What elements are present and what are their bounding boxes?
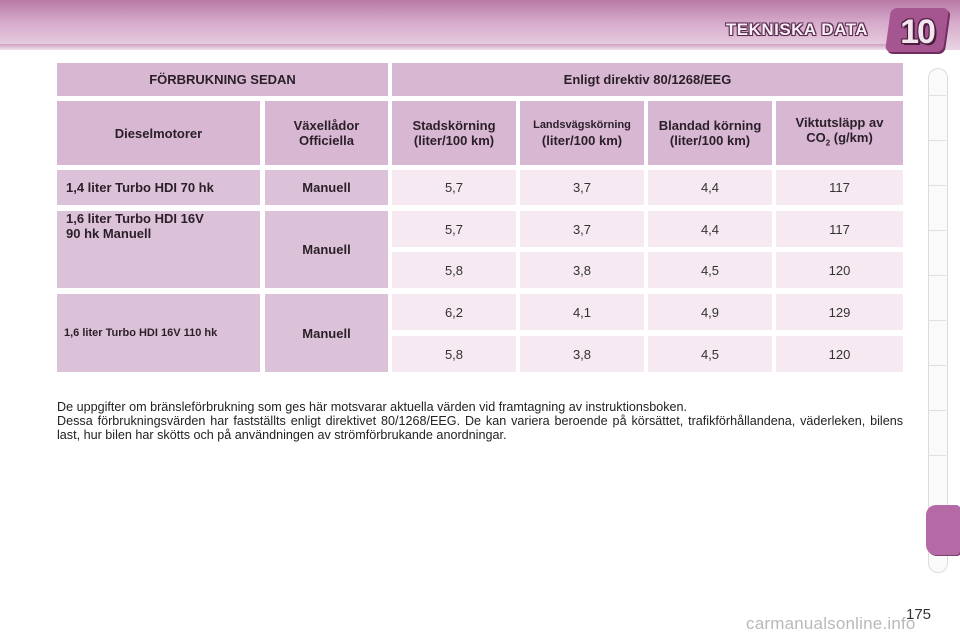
header-band-shadow xyxy=(0,44,900,50)
note-line-2: Dessa förbrukningsvärden har fastställts enligt direktivet 80/1268/EEG. De kan variera beroende på körsättet, trafikförhållandena, väderleken, bilens last, hur bilen har skötts och på användningen av strömförbrukande anordningar. xyxy=(57,414,903,442)
row-engine xyxy=(57,211,260,288)
column-header-city xyxy=(392,101,516,165)
row-value-co2: 129 xyxy=(776,294,903,330)
row-value-co2: 120 xyxy=(776,336,903,372)
watermark: carmanualsonline.info xyxy=(746,614,916,633)
row-gearbox: Manuell xyxy=(265,211,388,288)
chapter-tab-divider xyxy=(928,275,946,276)
column-header-co2-line1: Viktutsläpp av xyxy=(795,115,884,131)
chapter-tab-divider xyxy=(928,320,946,321)
consumption-note xyxy=(57,400,903,442)
row-value-city: 5,7 xyxy=(392,211,516,247)
column-header-gearbox xyxy=(265,101,388,165)
column-header-highway-line2: (liter/100 km) xyxy=(541,133,623,148)
row-value-co2: 117 xyxy=(776,170,903,205)
chapter-tab-divider xyxy=(928,365,946,366)
table-title-right: Enligt direktiv 80/1268/EEG xyxy=(392,63,903,96)
row-value-combined: 4,4 xyxy=(648,170,772,205)
row-engine: 1,6 liter Turbo HDI 16V 110 hk xyxy=(57,294,260,372)
column-header-co2 xyxy=(776,101,903,165)
column-header-highway-line1: Landsvägskörning xyxy=(533,119,631,131)
chapter-tab-divider xyxy=(928,230,946,231)
column-header-city-line2: (liter/100 km) xyxy=(413,133,495,148)
co2-unit: (g/km) xyxy=(830,130,873,146)
column-header-gearbox-line1: Växellådor xyxy=(293,118,360,133)
row-value-highway: 3,8 xyxy=(520,252,644,288)
chapter-tab-divider xyxy=(928,185,946,186)
column-header-engine: Dieselmotorer xyxy=(57,101,260,165)
column-header-combined xyxy=(648,101,772,165)
column-header-co2-line2 xyxy=(806,130,873,151)
chapter-tab-divider xyxy=(928,95,946,96)
co2-subscript: 2 xyxy=(825,138,831,148)
column-header-combined-line1: Blandad körning xyxy=(658,118,762,133)
row-value-highway: 4,1 xyxy=(520,294,644,330)
row-engine-line1: 1,6 liter Turbo HDI 16V xyxy=(66,211,204,226)
row-value-highway: 3,7 xyxy=(520,170,644,205)
row-value-combined: 4,5 xyxy=(648,336,772,372)
note-line-1: De uppgifter om bränsleförbrukning som ges här motsvarar aktuella värden vid framtagning av instruktionsboken. xyxy=(57,400,688,414)
co2-prefix: CO xyxy=(806,130,826,146)
row-value-combined: 4,9 xyxy=(648,294,772,330)
row-value-co2: 120 xyxy=(776,252,903,288)
row-gearbox: Manuell xyxy=(265,294,388,372)
row-gearbox: Manuell xyxy=(265,170,388,205)
chapter-tab-divider xyxy=(928,410,946,411)
column-header-highway xyxy=(520,101,644,165)
row-value-city: 5,8 xyxy=(392,336,516,372)
row-value-combined: 4,5 xyxy=(648,252,772,288)
row-value-city: 5,8 xyxy=(392,252,516,288)
page-number: 175 xyxy=(906,606,932,623)
column-header-combined-line2: (liter/100 km) xyxy=(669,133,751,148)
chapter-title: TEKNISKA DATA xyxy=(725,20,868,39)
row-value-co2: 117 xyxy=(776,211,903,247)
chapter-tab-divider xyxy=(928,140,946,141)
row-engine: 1,4 liter Turbo HDI 70 hk xyxy=(57,170,260,205)
table-title-left: FÖRBRUKNING SEDAN xyxy=(57,63,388,96)
row-value-city: 5,7 xyxy=(392,170,516,205)
column-header-city-line1: Stadskörning xyxy=(412,118,496,133)
row-value-highway: 3,8 xyxy=(520,336,644,372)
chapter-number: 10 xyxy=(900,13,934,51)
chapter-tab-divider xyxy=(928,455,946,456)
row-value-city: 6,2 xyxy=(392,294,516,330)
column-header-gearbox-line2: Officiella xyxy=(299,133,354,148)
chapter-tab-active[interactable] xyxy=(926,505,960,555)
row-value-combined: 4,4 xyxy=(648,211,772,247)
row-engine-line2: 90 hk Manuell xyxy=(66,226,152,241)
row-value-highway: 3,7 xyxy=(520,211,644,247)
